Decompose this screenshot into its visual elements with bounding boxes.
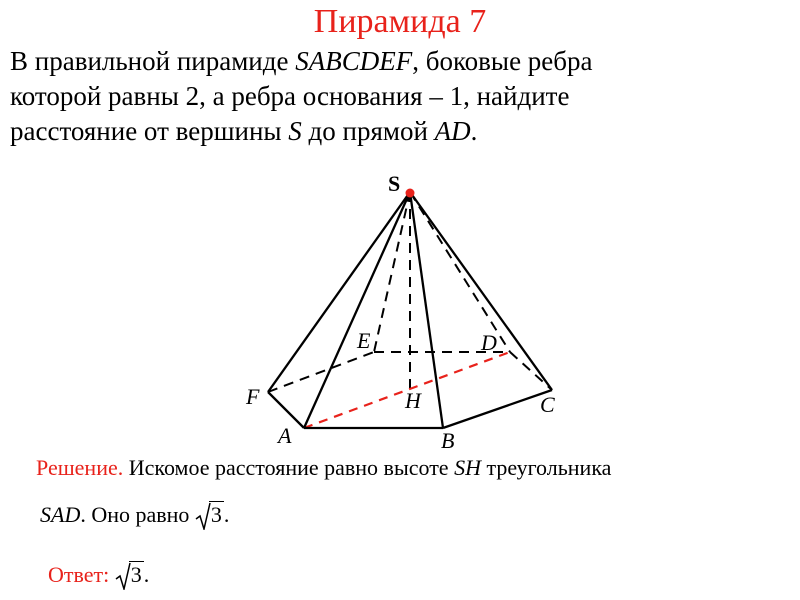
edge-SA xyxy=(304,192,410,428)
pyramid-name: SABCDEF xyxy=(295,46,413,76)
label-C: C xyxy=(540,392,555,417)
label-S: S xyxy=(388,171,401,196)
edge-BC xyxy=(443,390,552,428)
edge-FE xyxy=(268,352,374,392)
problem-line-1: В правильной пирамиде SABCDEF, боковые ребра xyxy=(10,46,593,76)
edge-SC xyxy=(410,192,552,390)
edge-DC xyxy=(510,352,552,390)
label-A: A xyxy=(278,423,292,448)
label-D: D xyxy=(481,330,497,355)
solution-label: Решение. xyxy=(36,455,124,480)
sqrt-expression: 3 xyxy=(195,500,224,530)
edge-SF xyxy=(268,192,410,392)
solution-line-1: Решение. Искомое расстояние равно высоте SH треугольника xyxy=(36,455,612,480)
label-E: E xyxy=(357,328,371,353)
problem-line-2: которой равны 2, а ребра основания – 1, найдите xyxy=(10,81,570,111)
radical-sign-icon xyxy=(115,562,131,590)
answer-line: Ответ: 3. xyxy=(48,560,149,590)
solution-line-2: SAD. Оно равно 3. xyxy=(40,500,229,530)
radical-sign-icon xyxy=(195,502,211,530)
problem-line-3: расстояние от вершины S до прямой AD. xyxy=(10,116,478,146)
label-H: H xyxy=(405,388,421,413)
hidden-edges xyxy=(268,192,552,392)
answer-sqrt: 3 xyxy=(115,560,144,590)
edge-SD xyxy=(410,192,510,352)
label-F: F xyxy=(246,384,260,409)
apex-point xyxy=(406,189,415,198)
label-B: B xyxy=(441,428,455,453)
page-title: Пирамида 7 xyxy=(313,3,487,40)
answer-label: Ответ: xyxy=(48,562,110,587)
